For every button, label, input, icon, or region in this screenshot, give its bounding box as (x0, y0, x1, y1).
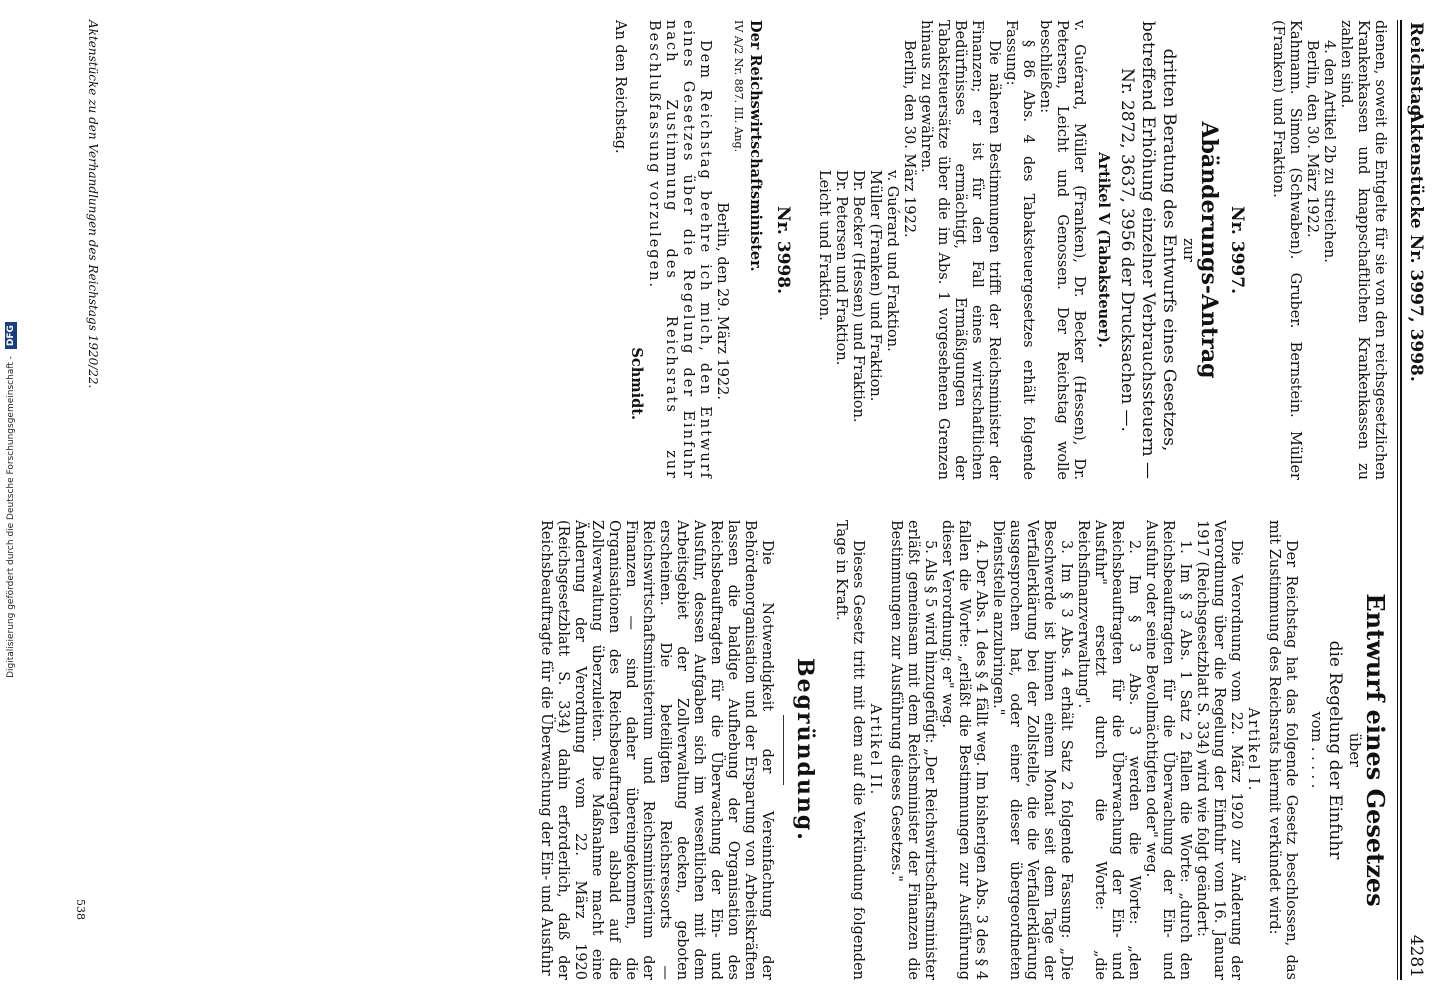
title-3997: Abänderungs-Antrag (1196, 121, 1222, 379)
digitization-strip (0, 0, 22, 1000)
date-2: Berlin, den 30. März 1922. (901, 40, 917, 238)
artikel-ii: Artikel II. (867, 703, 883, 797)
item-2: 2. Im § 3 Abs. 3 werden die Worte: „den Reichsbeauftragten für die Überwachung der Ein- und Ausfuhr" ersetzt durch die Worte: „die Reichsfinanzverwaltung". (1075, 520, 1142, 980)
nr-3998: Nr. 3998. (773, 205, 793, 294)
header-rule (1400, 20, 1402, 980)
section-divider (783, 715, 784, 785)
signature: Schmidt. (628, 347, 645, 420)
nr-3997: Nr. 3997. (1227, 205, 1247, 294)
header-reichstag: Reichstag. (1406, 22, 1426, 123)
date-3: Berlin, den 29. März 1922. (714, 202, 730, 400)
preamble: Der Reichstag hat das folgende Gesetz beschlossen, das mit Zustimmung des Reichsrats hiermit verkündet wird: (1266, 520, 1299, 980)
signers-2 (815, 170, 900, 480)
letter-text: Dem Reichstag beehre ich mich, den Entwurf eines Gesetzes über die Regelung der Einfuhr nach Zustimmung des Reichsrats zur Beschlußfassung vorzulegen. (646, 20, 713, 480)
vom-text: vom . . . . . (1308, 711, 1324, 789)
artikel-v: Artikel V (Tabaksteuer). (1095, 152, 1112, 348)
zur-text: zur (1180, 238, 1196, 262)
ueber-text: über (1346, 732, 1362, 768)
artikel-i-intro: Die Verordnung vom 22. März 1920 zur Änderung der Verordnung über die Regelung der Einfuhr vom 16. Januar 1917 (Reichsgesetzblatt S. 334) wird wie folgt geändert: (1194, 520, 1244, 980)
digitization-note: Digitalisierung gefördert durch die Deutsche Forschungsgemeinschaft - (6, 356, 16, 678)
page-number: 4281 (1406, 934, 1426, 978)
artikel-i: Artikel I. (1245, 707, 1261, 793)
lead-in-text: dienen, soweit die Entgelte für sie von den reichsgesetzlichen Krankenkassen und knappschaftlichen Krankenkassen zu zahlen sind. (1338, 20, 1388, 480)
right-column (537, 520, 1388, 980)
dfg-logo: DFG (5, 322, 17, 349)
artikel-ii-text: Dieses Gesetz tritt mit dem auf die Verkündung folgenden Tage in Kraft. (833, 520, 866, 980)
para-86: § 86 Abs. 4 des Tabaksteuergesetzes erhält folgende Fassung: (1003, 20, 1036, 480)
signer: Leicht und Fraktion. (816, 170, 832, 321)
signer: Dr. Petersen und Fraktion. (833, 170, 849, 366)
item-4-right: 4. Der Abs. 1 des § 4 fällt weg. Im bisherigen Abs. 3 des § 4 fallen die Worte: „erläßt die Bestimmungen zur Ausführung dieser Verordnung; er" weg. (939, 520, 989, 980)
signers-1: Kahmann. Simon (Schwaben). Gruber. Bernstein. Müller (Franken) und Fraktion. (1270, 20, 1303, 480)
signer: Dr. Becker (Hessen) und Fraktion. (850, 170, 866, 423)
addressee: An den Reichstag. (612, 20, 628, 154)
bill-title: Entwurf eines Gesetzes (1361, 593, 1390, 907)
motion-text: v. Guérard, Müller (Franken), Dr. Becker (Hessen), Dr. Petersen, Leicht und Genossen. Der Reichstag wolle beschließen: (1037, 20, 1087, 480)
date-1: Berlin, den 30. März 1922. (1304, 40, 1320, 238)
item-3: 3. Im § 3 Abs. 4 erhält Satz 2 folgende Fassung: „Die Beschwerde ist binnen einem Monat seit dem Tage der Verfallerklärung bei der Zollstelle, die die Verfallerklärung ausgesprochen hat, oder einer dieser übergeordneten Dienststelle anzubringen." (990, 520, 1074, 980)
bill-subtitle: die Regelung der Einfuhr (1325, 640, 1345, 860)
header-title: Aktenstücke Nr. 3997, 3998. (1406, 110, 1426, 382)
header-rule-thin (1397, 20, 1398, 980)
item-5: 5. Als § 5 wird hinzugefügt: „Der Reichswirtschaftsminister erläßt gemeinsam mit dem Reichsminister der Finanzen die Bestimmungen zur Ausführung dieses Gesetzes." (888, 520, 938, 980)
begruendung-heading: Begründung. (792, 658, 818, 842)
signer: v. Guérard und Fraktion. (884, 170, 900, 352)
document-page (44, 0, 1434, 1000)
item-4: 4. den Artikel 2b zu streichen. (1321, 40, 1337, 263)
reference-number: IV A/2 Nr. 887. III. Ang. (732, 20, 745, 153)
page-code: 538 (74, 899, 87, 920)
sender: Der Reichswirtschaftsminister. (747, 20, 764, 272)
subject-text: dritten Beratung des Entwurfs eines Gesetzes, betreffend Erhöhung einzelner Verbrauchssteuern — Nr. 2872, 3637, 3956 der Drucksachen —. (1117, 21, 1179, 479)
item-1: 1. Im § 3 Abs. 1 Satz 2 fallen die Worte: „durch den Reichsbeauftragten für die Überwachung der Ein- und Ausfuhr oder seine Bevollmächtigten oder" weg. (1143, 520, 1193, 980)
left-column (611, 20, 1388, 480)
para-86-text: Die näheren Bestimmungen trifft der Reichsminister der Finanzen; er ist für den Fall eines wirtschaftlichen Bedürfnisses ermächtigt, Ermäßigungen der Tabaksteuersätze über die im Abs. 1 vorgesehenen Grenzen hinaus zu gewähren. (918, 20, 1002, 480)
reason-text: Die Notwendigkeit der Vereinfachung der Behördenorganisation und der Ersparung von Arbeitskräften lassen die baldige Aufhebung der Organisation des Reichsbeauftragten für die Überwachung der Ein- und Ausfuhr, dessen Aufgaben sich im wesentlichen mit dem Arbeitsgebiet der Zollverwaltung decken, geboten erscheinen. Die beteiligten Reichsressorts — Reichswirtschaftsministerium und Reichsministerium der Finanzen — sind daher übereingekommen, die Organisationen des Reichsbeauftragten alsbald auf die Zollverwaltung überzuleiten. Die Maßnahme macht eine Änderung der Verordnung vom 22. März 1920 (Reichsgesetzblatt S. 334) dahin erforderlich, daß der Reichsbeauftragte für die Überwachung der Ein- und Ausfuhr (538, 520, 775, 980)
footer-note: Aktenstücke zu den Verhandlungen des Reichstags 1920/22. (86, 20, 100, 389)
signer: Müller (Franken) und Fraktion. (867, 170, 883, 402)
